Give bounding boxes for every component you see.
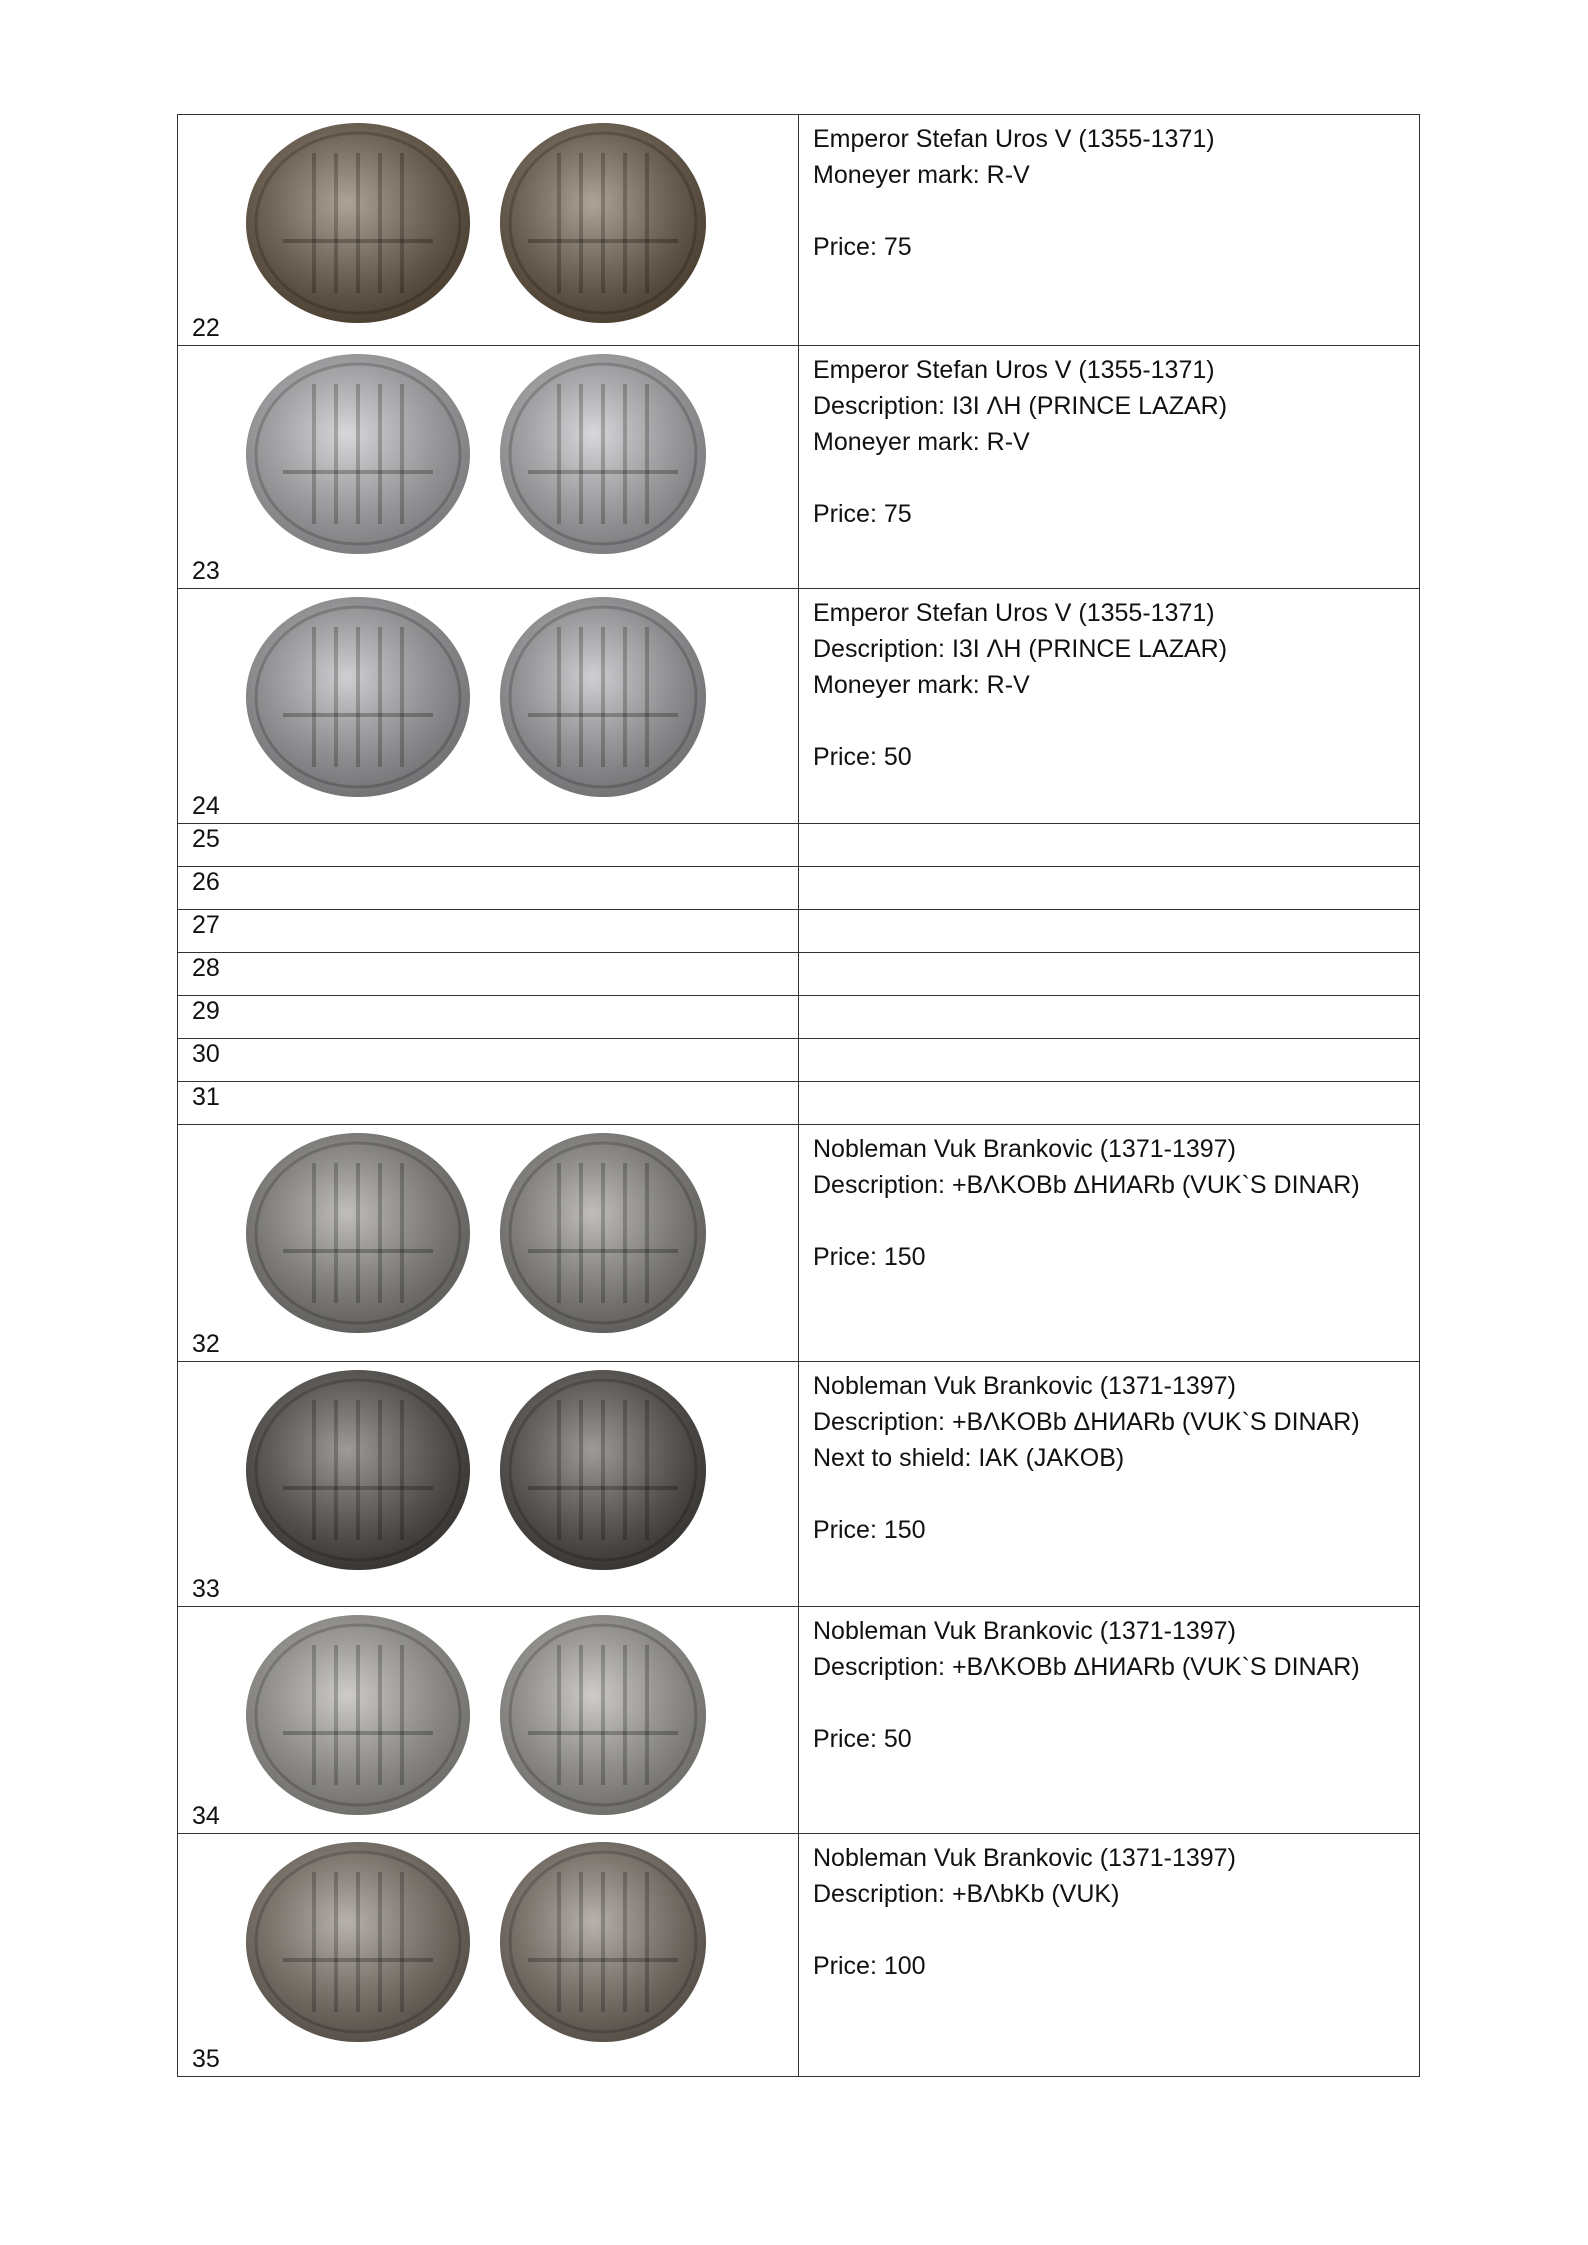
catalog-row [178,1362,1420,1607]
catalog-row [178,1607,1420,1834]
catalog-row [178,1834,1420,2077]
catalog-row [178,346,1420,589]
coin-obverse-image [246,597,470,797]
coin-reverse-image [500,597,706,797]
coin-reverse-image [500,1370,706,1570]
ruler-title: Nobleman Vuk Brankovic (1371-1397) [813,1844,1236,1872]
lot-number: 22 [192,314,220,342]
lot-number: 25 [192,825,220,853]
coin-description-cell [799,824,1420,867]
description-line: Moneyer mark: R-V [813,428,1030,456]
coin-description-cell [799,1039,1420,1082]
coin-obverse-image [246,1133,470,1333]
lot-number: 26 [192,868,220,896]
coin-description-cell [799,1125,1420,1362]
lot-number: 30 [192,1040,220,1068]
description-line [813,1912,1405,1948]
coin-description-cell [799,867,1420,910]
ruler-title: Emperor Stefan Uros V (1355-1371) [813,599,1215,627]
catalog-row [178,1039,1420,1082]
catalog-row [178,910,1420,953]
lot-number: 29 [192,997,220,1025]
description-line: Description: +BΛbKb (VUK) [813,1880,1120,1908]
coin-image-cell [178,1834,799,2077]
description-line: Description: I3I ΛH (PRINCE LAZAR) [813,392,1228,420]
lot-number: 23 [192,557,220,585]
coin-photo-pair [228,1370,738,1570]
coin-image-cell [178,1607,799,1834]
lot-number: 35 [192,2045,220,2073]
coin-obverse-image [246,1370,470,1570]
coin-image-cell [178,1082,799,1125]
description-line [813,1476,1405,1512]
catalog-row [178,115,1420,346]
coin-reverse-image [500,1133,706,1333]
coin-images [228,1615,738,1815]
description-line: Next to shield: IAK (JAKOB) [813,1444,1125,1472]
coin-description-cell [799,589,1420,824]
catalog-row [178,953,1420,996]
coin-image-cell [178,589,799,824]
coin-photo-pair [228,123,738,323]
price-text: Price: 100 [813,1952,926,1980]
coin-images [228,123,738,323]
coin-obverse-image [246,1615,470,1815]
lot-number: 33 [192,1575,220,1603]
coin-photo-pair [228,354,738,554]
coin-description-cell [799,1607,1420,1834]
coin-description-cell [799,996,1420,1039]
coin-description-cell [799,1362,1420,1607]
catalog-row [178,1082,1420,1125]
coin-image-cell [178,996,799,1039]
description-line [813,460,1405,496]
price-text: Price: 50 [813,1725,912,1753]
catalog-row [178,824,1420,867]
coin-photo-pair [228,1615,738,1815]
description-line [813,1203,1405,1239]
catalog-body [178,115,1420,2077]
coin-images [228,597,738,797]
ruler-title: Nobleman Vuk Brankovic (1371-1397) [813,1372,1236,1400]
lot-number: 24 [192,792,220,820]
coin-image-cell [178,1362,799,1607]
description-line [813,1685,1405,1721]
coin-image-cell [178,953,799,996]
description-line: Description: +BΛKOBb ΔHИARb (VUK`S DINAR) [813,1171,1360,1199]
ruler-title: Emperor Stefan Uros V (1355-1371) [813,356,1215,384]
price-text: Price: 75 [813,500,912,528]
coin-description-cell [799,953,1420,996]
coin-images [228,1842,738,2042]
coin-images [228,354,738,554]
coin-photo-pair [228,1133,738,1333]
coin-image-cell [178,910,799,953]
coin-obverse-image [246,123,470,323]
lot-number: 27 [192,911,220,939]
coin-images [228,1133,738,1333]
lot-number: 31 [192,1083,220,1111]
coin-obverse-image [246,354,470,554]
description-line: Moneyer mark: R-V [813,671,1030,699]
description-line: Moneyer mark: R-V [813,161,1030,189]
lot-number: 34 [192,1802,220,1830]
description-line: Description: I3I ΛH (PRINCE LAZAR) [813,635,1228,663]
coin-images [228,1370,738,1570]
description-line [813,193,1405,229]
coin-reverse-image [500,1615,706,1815]
catalog-row [178,996,1420,1039]
coin-image-cell [178,115,799,346]
coin-description-cell [799,115,1420,346]
coin-description-cell [799,346,1420,589]
catalog-row [178,589,1420,824]
coin-catalog-table [177,114,1420,2077]
lot-number: 28 [192,954,220,982]
coin-reverse-image [500,354,706,554]
ruler-title: Emperor Stefan Uros V (1355-1371) [813,125,1215,153]
price-text: Price: 150 [813,1243,926,1271]
catalog-row [178,867,1420,910]
coin-obverse-image [246,1842,470,2042]
coin-image-cell [178,867,799,910]
coin-image-cell [178,824,799,867]
description-line: Description: +BΛKOBb ΔHИARb (VUK`S DINAR) [813,1653,1360,1681]
coin-image-cell [178,346,799,589]
ruler-title: Nobleman Vuk Brankovic (1371-1397) [813,1617,1236,1645]
coin-description-cell [799,1082,1420,1125]
description-line [813,703,1405,739]
coin-description-cell [799,1834,1420,2077]
ruler-title: Nobleman Vuk Brankovic (1371-1397) [813,1135,1236,1163]
price-text: Price: 75 [813,233,912,261]
coin-photo-pair [228,597,738,797]
coin-photo-pair [228,1842,738,2042]
description-line: Description: +BΛKOBb ΔHИARb (VUK`S DINAR) [813,1408,1360,1436]
price-text: Price: 150 [813,1516,926,1544]
coin-reverse-image [500,1842,706,2042]
coin-reverse-image [500,123,706,323]
coin-description-cell [799,910,1420,953]
price-text: Price: 50 [813,743,912,771]
coin-image-cell [178,1039,799,1082]
lot-number: 32 [192,1330,220,1358]
coin-image-cell [178,1125,799,1362]
catalog-row [178,1125,1420,1362]
